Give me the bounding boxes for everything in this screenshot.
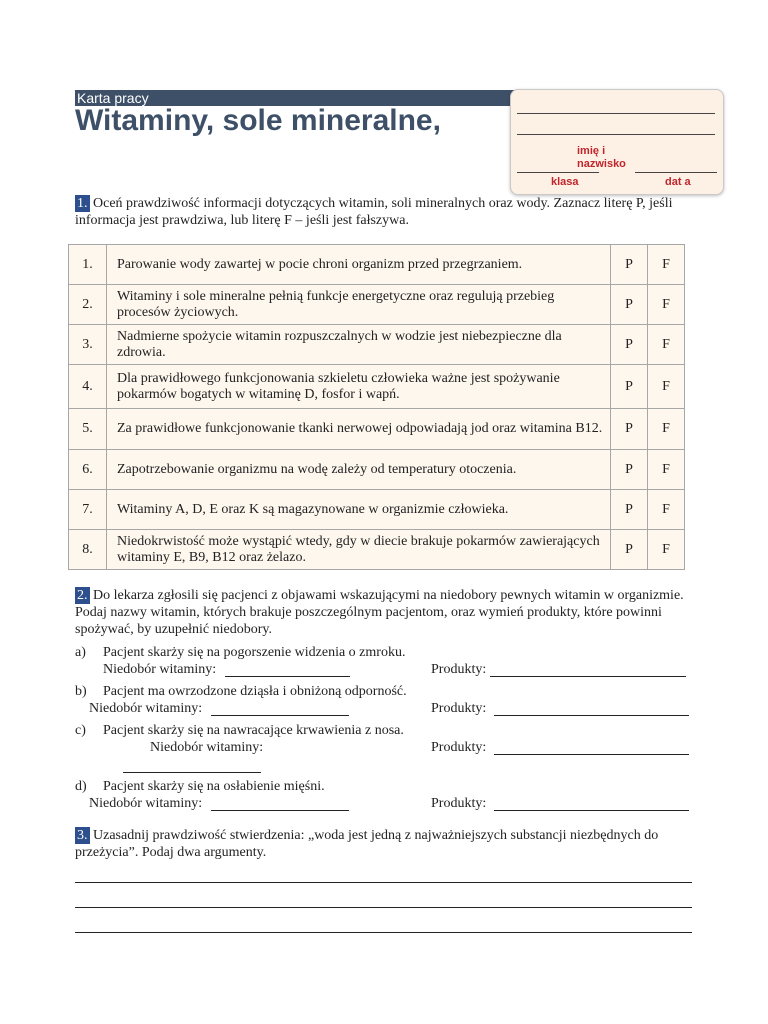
products-answer-line[interactable] — [494, 810, 689, 811]
table-row — [69, 530, 685, 570]
row-statement: Parowanie wody zawartej w pocie chroni organizm przed przegrzaniem. — [107, 245, 611, 285]
products-label: Produkty: — [431, 740, 487, 755]
true-option[interactable]: P — [611, 365, 648, 409]
exercise-2-item-letter: c) — [75, 723, 86, 738]
row-number: 2. — [69, 285, 107, 325]
name-line-1[interactable] — [517, 113, 715, 114]
name-label: imię i nazwisko — [577, 145, 626, 170]
table-row — [69, 325, 685, 365]
false-option[interactable]: F — [648, 365, 685, 409]
true-option[interactable]: P — [611, 530, 648, 570]
row-statement: Niedokrwistość może wystąpić wtedy, gdy w diecie brakuje pokarmów zawierających witaminy E, B9, B12 oraz żelazo. — [107, 530, 611, 570]
false-option[interactable]: F — [648, 530, 685, 570]
row-statement: Za prawidłowe funkcjonowanie tkanki nerwowej odpowiadają jod oraz witamina B12. — [107, 409, 611, 450]
false-option[interactable]: F — [648, 245, 685, 285]
exercise-1-text: Oceń prawdziwość informacji dotyczących witamin, soli mineralnych oraz wody. Zaznacz literę P, jeśli informacja jest prawdziwa, lub literę F – jeśli jest fałszywa. — [75, 196, 673, 228]
true-option[interactable]: P — [611, 325, 648, 365]
answer-line[interactable] — [75, 932, 692, 933]
row-number: 4. — [69, 365, 107, 409]
page-title: Witaminy, sole mineralne, — [75, 104, 441, 137]
deficiency-label: Niedobór witaminy: — [150, 740, 264, 755]
row-statement: Witaminy A, D, E oraz K są magazynowane w organizmie człowieka. — [107, 490, 611, 530]
exercise-2-number: 2. — [77, 588, 88, 603]
row-number: 5. — [69, 409, 107, 450]
products-label: Produkty: — [431, 796, 487, 811]
exercise-2-item-letter: b) — [75, 684, 87, 699]
products-answer-line[interactable] — [494, 715, 689, 716]
worksheet-label: Karta pracy — [77, 90, 149, 106]
row-statement: Witaminy i sole mineralne pełnią funkcje energetyczne oraz regulują przebieg procesów życiowych. — [107, 285, 611, 325]
answer-line[interactable] — [75, 907, 692, 908]
false-option[interactable]: F — [648, 490, 685, 530]
row-statement: Dla prawidłowego funkcjonowania szkieletu człowieka ważne jest spożywanie pokarmów bogatych w witaminę D, fosfor i wapń. — [107, 365, 611, 409]
name-line-2[interactable] — [517, 134, 715, 135]
deficiency-answer-line[interactable] — [123, 772, 261, 773]
exercise-2-item-letter: d) — [75, 779, 87, 794]
exercise-3-instruction — [75, 827, 690, 861]
exercise-3-text: Uzasadnij prawdziwość stwierdzenia: „woda jest jedną z najważniejszych substancji niezbędnych do przeżycia”. Podaj dwa argumenty. — [75, 828, 659, 860]
row-number: 3. — [69, 325, 107, 365]
exercise-2-item-text: Pacjent skarży się na osłabienie mięśni. — [103, 779, 325, 794]
row-number: 1. — [69, 245, 107, 285]
date-line[interactable] — [635, 172, 717, 173]
class-label: klasa — [551, 176, 579, 188]
row-number: 6. — [69, 450, 107, 490]
true-option[interactable]: P — [611, 285, 648, 325]
false-option[interactable]: F — [648, 450, 685, 490]
products-answer-line[interactable] — [490, 676, 686, 677]
true-option[interactable]: P — [611, 450, 648, 490]
row-statement: Zapotrzebowanie organizmu na wodę zależy od temperatury otoczenia. — [107, 450, 611, 490]
true-option[interactable]: P — [611, 490, 648, 530]
true-option[interactable]: P — [611, 409, 648, 450]
products-label: Produkty: — [431, 701, 487, 716]
row-statement: Nadmierne spożycie witamin rozpuszczalnych w wodzie jest niebezpieczne dla zdrowia. — [107, 325, 611, 365]
exercise-2-item-text: Pacjent skarży się na pogorszenie widzenia o zmroku. — [103, 645, 406, 660]
exercise-2-text: Do lekarza zgłosili się pacjenci z objawami wskazującymi na niedobory pewnych witamin w organizmie. Podaj nazwy witamin, których brakuje poszczególnym pacjentom, oraz wymień produkty, które powinni spożywać, by uzupełnić niedobory. — [75, 588, 684, 637]
false-option[interactable]: F — [648, 409, 685, 450]
exercise-2-item-letter: a) — [75, 645, 86, 660]
row-number: 7. — [69, 490, 107, 530]
exercise-2-item-text: Pacjent skarży się na nawracające krwawienia z nosa. — [103, 723, 404, 738]
deficiency-label: Niedobór witaminy: — [103, 662, 217, 677]
student-info-card — [510, 89, 724, 195]
products-answer-line[interactable] — [494, 754, 689, 755]
table-row — [69, 245, 685, 285]
exercise-1-number: 1. — [77, 196, 88, 211]
table-row — [69, 409, 685, 450]
exercise-1-instruction — [75, 195, 680, 229]
deficiency-answer-line[interactable] — [211, 810, 349, 811]
date-label: dat a — [665, 176, 691, 188]
products-label: Produkty: — [431, 662, 487, 677]
deficiency-answer-line[interactable] — [225, 676, 350, 677]
exercise-3-number: 3. — [77, 828, 88, 843]
answer-line[interactable] — [75, 882, 692, 883]
row-number: 8. — [69, 530, 107, 570]
true-false-table — [68, 244, 685, 570]
deficiency-label: Niedobór witaminy: — [89, 701, 203, 716]
true-option[interactable]: P — [611, 245, 648, 285]
table-row — [69, 285, 685, 325]
deficiency-label: Niedobór witaminy: — [89, 796, 203, 811]
table-row — [69, 450, 685, 490]
table-row — [69, 490, 685, 530]
class-line[interactable] — [517, 172, 599, 173]
false-option[interactable]: F — [648, 285, 685, 325]
deficiency-answer-line[interactable] — [211, 715, 349, 716]
exercise-2-item-text: Pacjent ma owrzodzone dziąsła i obniżoną odporność. — [103, 684, 407, 699]
false-option[interactable]: F — [648, 325, 685, 365]
table-row — [69, 365, 685, 409]
exercise-2-instruction — [75, 587, 690, 638]
